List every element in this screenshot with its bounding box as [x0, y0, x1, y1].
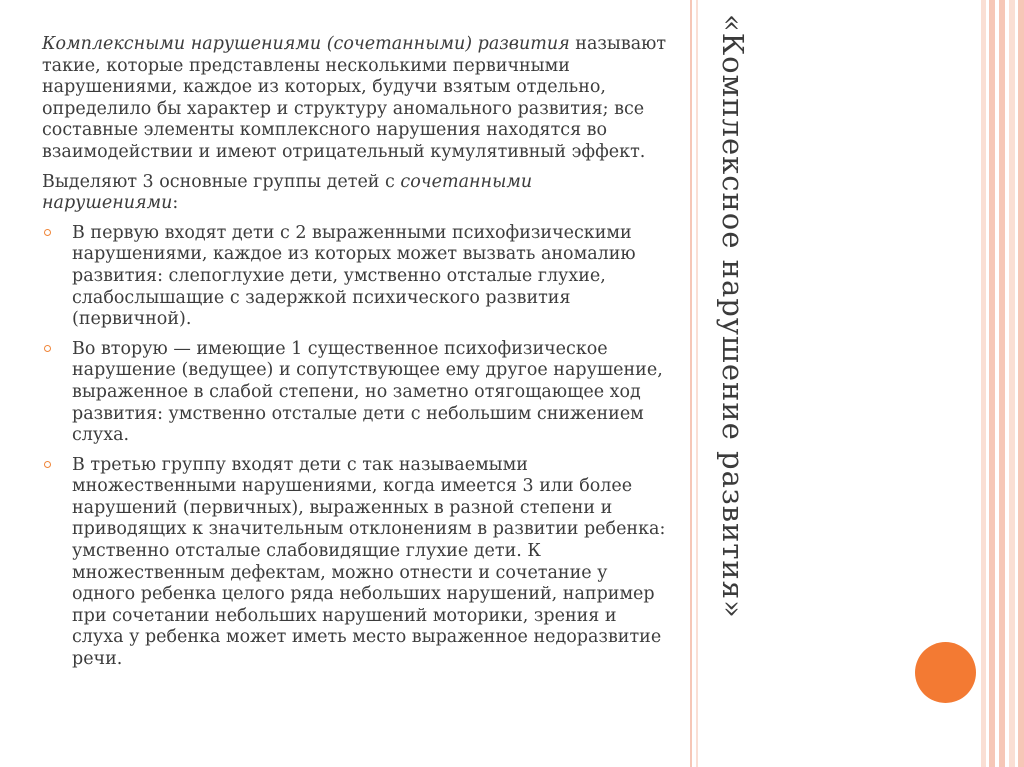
stripe-right-3	[999, 0, 1005, 767]
bullet-circle-icon	[44, 229, 51, 236]
groups-intro-italic: сочетанными нарушениями	[42, 171, 533, 214]
stripe-right-2	[989, 0, 995, 767]
list-item	[42, 455, 672, 671]
groups-list	[42, 223, 672, 671]
groups-intro-paragraph	[42, 172, 672, 215]
stripe-left-thin	[690, 0, 692, 767]
bullet-circle-icon	[44, 461, 51, 468]
slide-title: «Комплексное нарушение развития»	[716, 14, 750, 619]
stripe-left-thin-2	[696, 0, 698, 767]
list-item-text: Во вторую — имеющие 1 существенное психофизическое нарушение (ведущее) и сопутствующее ему другое нарушение, выраженное в слабой степени, но заметно отягощающее ход развития: умственно отсталые дети с небольшим снижением слуха.	[72, 338, 663, 446]
intro-term: Комплексными нарушениями (сочетанными) развития	[42, 34, 570, 54]
stripe-right-5	[1018, 0, 1024, 767]
intro-paragraph	[42, 34, 672, 164]
stripe-right-1	[981, 0, 986, 767]
decorative-circle-icon	[915, 642, 976, 703]
title-container	[716, 14, 786, 754]
groups-intro-text: Выделяют 3 основные группы детей с	[42, 171, 401, 192]
stripe-right-4	[1009, 0, 1015, 767]
list-item-text: В первую входят дети с 2 выраженными психофизическими нарушениями, каждое из которых может вызвать аномалию развития: слепоглухие дети, умственно отсталые глухие, слабослышащие с задержкой психического развития (первичной).	[72, 222, 636, 330]
slide-body	[42, 34, 672, 679]
bullet-circle-icon	[44, 345, 51, 352]
list-item	[42, 223, 672, 331]
groups-intro-suffix: :	[172, 193, 179, 214]
list-item-text: В третью группу входят дети с так называемыми множественными нарушениями, когда имеется 3 или более нарушений (первичных), выраженных в разной степени и приводящих к значительным отклонениям в развитии ребенка: умственно отсталые слабовидящие глухие дети. К множественным дефектам, можно отнести и сочетание у одного ребенка целого ряда небольших нарушений, например при сочетании небольших нарушений моторики, зрения и слуха у ребенка может иметь место выраженное недоразвитие речи.	[72, 454, 666, 670]
list-item	[42, 339, 672, 447]
intro-definition: называют такие, которые представлены несколькими первичными нарушениями, каждое из которых, будучи взятым отдельно, определило бы характер и структуру аномального развития; все составные элементы комплексного нарушения находятся во взаимодействии и имеют отрицательный кумулятивный эффект.	[42, 34, 667, 162]
